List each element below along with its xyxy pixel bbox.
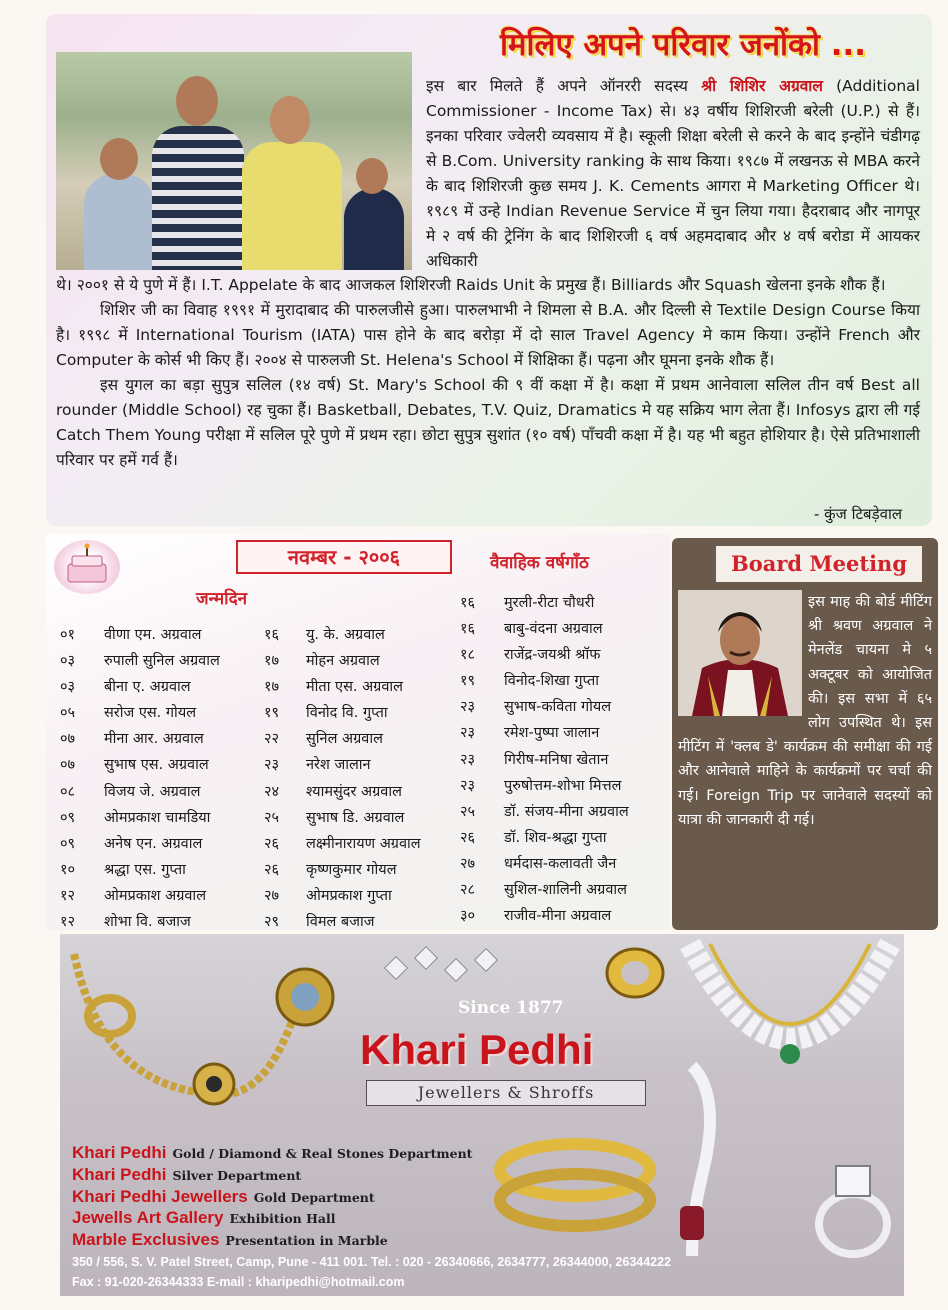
day-number: २७ xyxy=(460,855,476,872)
stone-ring-icon xyxy=(270,962,340,1032)
couple-name: बाबु-वंदना अग्रवाल xyxy=(504,621,603,638)
family-feature-article xyxy=(46,14,932,526)
list-item xyxy=(460,773,629,799)
day-number: २७ xyxy=(264,887,280,904)
board-meeting-title: Board Meeting xyxy=(716,546,922,582)
list-item xyxy=(264,674,421,700)
list-item xyxy=(460,851,629,877)
day-number: ०७ xyxy=(60,757,76,774)
member-name: बीना ए. अग्रवाल xyxy=(104,679,191,696)
couple-name: सुशिल-शालिनी अग्रवाल xyxy=(504,882,627,899)
day-number: २४ xyxy=(264,783,280,800)
spouse-paragraph: शिशिर जी का विवाह १९९१ में मुरादाबाद की पारुलजीसे हुआ। पारुलभाभी ने शिमला से B.A. और दिल्ली से Textile Design Course किया है। १९९८ में International Tourism (IATA) पास होने के बाद बरोड़ा में दो साल Travel Agency मे काम किया। उन्होंने French और Computer के कोर्स भी किए हैं। २००४ से पारुलजी St. Helena's School में शिक्षिका हैं। पढ़ना और घूमना इनके शौक हैं। xyxy=(56,301,920,369)
day-number: १९ xyxy=(264,705,280,722)
list-item xyxy=(460,825,629,851)
author-signature: - कुंज टिबड़ेवाल xyxy=(813,505,902,523)
member-name: ओमप्रकाश गुप्ता xyxy=(306,887,392,904)
article-body xyxy=(56,273,920,473)
contact-line: Fax : 91-020-26344333 E-mail : kharipedhi@hotmail.com xyxy=(72,1275,405,1289)
address-line: 350 / 556, S. V. Patel Street, Camp, Pune - 411 001. Tel. : 020 - 26340666, 2634777, 26344000, 26344222 xyxy=(72,1255,672,1269)
day-number: १२ xyxy=(60,887,76,904)
couple-name: डॉ. संजय-मीना अग्रवाल xyxy=(504,803,629,820)
list-item xyxy=(60,909,220,930)
gold-ring-icon xyxy=(80,984,140,1044)
department-desc: Silver Department xyxy=(172,1167,302,1183)
list-item xyxy=(72,1186,472,1208)
list-item xyxy=(60,883,220,909)
day-number: १० xyxy=(60,861,76,878)
list-item xyxy=(460,694,629,720)
list-item xyxy=(72,1229,472,1251)
list-item xyxy=(264,831,421,857)
list-item xyxy=(460,668,629,694)
day-number: १७ xyxy=(264,653,280,670)
diamond-ring-icon xyxy=(808,1154,898,1264)
list-item xyxy=(264,805,421,831)
day-number: १८ xyxy=(460,647,476,664)
department-name: Khari Pedhi xyxy=(72,1164,167,1184)
list-item xyxy=(60,674,220,700)
board-meeting-summary: इस माह की बोर्ड मीटिंग श्री श्रवण अग्रवाल ने मेनलेंड चायना मे ५ अक्टूबर को आयोजित की। इस सभा में ६५ लोग उपस्थित थे। इस मीटिंग में 'क्लब डे' कार्यक्रम की समीक्षा की गई और आनेवाले माहिने के कार्यक्रमों पर चर्चा की गई। Foreign Trip पर जानेवाले सदस्यों को यात्रा की जानकारी दी गई। xyxy=(678,594,932,828)
list-item xyxy=(72,1142,472,1164)
list-item xyxy=(460,642,629,668)
day-number: १६ xyxy=(264,627,280,643)
article-intro-paragraph xyxy=(426,74,920,274)
list-item xyxy=(60,752,220,778)
birthday-list-left xyxy=(60,622,220,930)
day-number: २५ xyxy=(460,803,476,820)
couple-name: राजीव-मीना अग्रवाल xyxy=(504,908,612,925)
list-item xyxy=(72,1164,472,1186)
day-number: ०९ xyxy=(60,809,76,826)
jewellers-advertisement xyxy=(60,934,904,1296)
list-item xyxy=(264,700,421,726)
member-name: लक्ष्मीनारायण अग्रवाल xyxy=(306,835,421,852)
day-number: २९ xyxy=(264,914,280,930)
list-item xyxy=(460,616,629,642)
since-year: Since 1877 xyxy=(458,998,564,1018)
department-desc: Gold / Diamond & Real Stones Department xyxy=(172,1146,473,1161)
day-number: २३ xyxy=(460,699,476,716)
intro-text: इस बार मिलते हैं अपने ऑनररी सदस्य xyxy=(426,77,702,95)
member-name: मीना आर. अग्रवाल xyxy=(104,731,204,748)
member-name: सुनिल अग्रवाल xyxy=(306,731,383,748)
day-number: ०८ xyxy=(60,783,76,800)
department-name: Khari Pedhi Jewellers xyxy=(72,1186,248,1206)
day-number: २६ xyxy=(264,835,280,852)
list-item xyxy=(60,805,220,831)
member-name: रुपाली सुनिल अग्रवाल xyxy=(104,653,220,670)
day-number: ३० xyxy=(460,908,476,925)
member-name: अनेष एन. अग्रवाल xyxy=(104,835,203,852)
family-photo xyxy=(56,52,412,270)
couple-name: मुरली-रीटा चौधरी xyxy=(504,595,595,611)
list-item xyxy=(264,726,421,752)
gold-bangles-icon xyxy=(490,1130,660,1240)
brand-tagline: Jewellers & Shroffs xyxy=(366,1080,646,1106)
day-number: १६ xyxy=(460,621,476,638)
list-item xyxy=(60,857,220,883)
list-item xyxy=(60,622,220,648)
november-events-panel xyxy=(46,534,670,930)
couple-name: विनोद-शिखा गुप्ता xyxy=(504,673,600,690)
children-paragraph: इस युगल का बड़ा सुपुत्र सलिल (१४ वर्ष) St. Mary's School की ९ वीं कक्षा में है। कक्षा में प्रथम आनेवाला सलिल तीन वर्ष Best all rounder (Middle School) रह चुका हैं। Basketball, Debates, T.V. Quiz, Dramatics मे यह सक्रिय भाग लेता हैं। Infosys द्वारा ली गई Catch Them Young परीक्षा में सलिल पूरे पुणे में प्रथम रहा। छोटा सुपुत्र सुशांत (१० वर्ष) पाँचवी कक्षा में है। यह भी बहुत होशियार है। ऐसे प्रतिभाशाली परिवार पर हमें गर्व हैं। xyxy=(56,376,920,469)
list-item xyxy=(60,831,220,857)
day-number: २६ xyxy=(264,861,280,878)
day-number: २३ xyxy=(460,725,476,742)
member-name: सरोज एस. गोयल xyxy=(104,705,197,722)
day-number: ०५ xyxy=(60,705,76,722)
member-name: मोहन अग्रवाल xyxy=(306,653,380,670)
day-number: २२ xyxy=(264,731,280,748)
member-name: सुभाष एस. अग्रवाल xyxy=(104,757,209,774)
member-name: नरेश जालान xyxy=(306,757,371,774)
day-number: ०७ xyxy=(60,731,76,748)
member-name: विमल बजाज xyxy=(306,914,375,930)
member-name: मीता एस. अग्रवाल xyxy=(306,679,403,696)
day-number: २५ xyxy=(264,809,280,826)
emerald-earring-icon xyxy=(652,1056,732,1266)
department-name: Marble Exclusives xyxy=(72,1230,220,1250)
day-number: १९ xyxy=(460,673,476,690)
day-number: २३ xyxy=(460,777,476,794)
department-desc: Exhibition Hall xyxy=(229,1211,336,1227)
birthday-list-right xyxy=(264,622,421,930)
couple-name: राजेंद्र-जयश्री श्रॉफ xyxy=(504,647,601,664)
day-number: १७ xyxy=(264,679,280,696)
day-number: ०९ xyxy=(60,835,76,852)
member-name: यु. के. अग्रवाल xyxy=(306,627,385,643)
list-item xyxy=(264,857,421,883)
list-item xyxy=(460,747,629,773)
diamond-brooch-icon xyxy=(378,940,518,1000)
department-name: Khari Pedhi xyxy=(72,1143,167,1162)
couple-name: धर्मदास-कलावती जैन xyxy=(504,855,617,872)
day-number: १६ xyxy=(460,595,476,611)
list-item xyxy=(60,648,220,674)
gold-band-ring-icon xyxy=(600,942,670,1004)
member-name: कृष्णकुमार गोयल xyxy=(306,861,397,878)
store-address xyxy=(72,1252,671,1292)
member-name: श्यामसुंदर अग्रवाल xyxy=(306,783,402,800)
list-item xyxy=(72,1207,472,1229)
department-name: Jewells Art Gallery xyxy=(72,1208,224,1228)
day-number: २८ xyxy=(460,882,476,899)
list-item xyxy=(264,883,421,909)
list-item xyxy=(264,779,421,805)
list-item xyxy=(264,622,421,648)
brand-name: Khari Pedhi xyxy=(360,1026,594,1073)
department-list xyxy=(72,1142,472,1251)
member-name: ओमप्रकाश चामडिया xyxy=(104,809,211,826)
day-number: ०३ xyxy=(60,653,76,670)
member-name: विनोद वि. गुप्ता xyxy=(306,705,388,722)
list-item xyxy=(460,799,629,825)
list-item xyxy=(460,877,629,903)
month-banner: नवम्बर - २००६ xyxy=(236,540,452,574)
anniversary-list xyxy=(460,590,629,929)
intro-continuation: थे। २००१ से ये पुणे में हैं। I.T. Appelate के बाद आजकल शिशिरजी Raids Unit के प्रमुख हैं। Billiards और Squash खेलना इनके शौक हैं। xyxy=(56,276,886,294)
list-item xyxy=(460,720,629,746)
day-number: २३ xyxy=(264,757,280,774)
day-number: १२ xyxy=(60,914,76,930)
couple-name: पुरुषोत्तम-शोभा मित्तल xyxy=(504,777,622,794)
couple-name: रमेश-पुष्पा जालान xyxy=(504,725,600,742)
couple-name: सुभाष-कविता गोयल xyxy=(504,699,612,716)
member-name: शोभा वि. बजाज xyxy=(104,914,191,930)
department-desc: Gold Department xyxy=(253,1189,375,1205)
member-name: सुभाष डि. अग्रवाल xyxy=(306,809,405,826)
list-item xyxy=(264,909,421,930)
list-item xyxy=(264,648,421,674)
member-name: श्री शिशिर अग्रवाल xyxy=(701,77,823,95)
list-item xyxy=(460,590,629,616)
birthday-heading: जन्मदिन xyxy=(196,589,248,609)
day-number: ०१ xyxy=(60,627,76,643)
list-item xyxy=(264,752,421,778)
couple-name: डॉ. शिव-श्रद्धा गुप्ता xyxy=(504,829,607,846)
day-number: ०३ xyxy=(60,679,76,696)
list-item xyxy=(60,779,220,805)
day-number: २३ xyxy=(460,751,476,768)
board-meeting-panel xyxy=(672,538,938,930)
list-item xyxy=(460,903,629,929)
day-number: २६ xyxy=(460,829,476,846)
couple-name: गिरीष-मनिषा खेतान xyxy=(504,751,609,768)
article-title: मिलिए अपने परिवार जनोंको ... xyxy=(499,27,867,63)
list-item xyxy=(60,700,220,726)
member-name: ओमप्रकाश अग्रवाल xyxy=(104,887,207,904)
board-meeting-text xyxy=(678,590,932,832)
anniversary-heading: वैवाहिक वर्षगाँठ xyxy=(490,553,589,573)
list-item xyxy=(60,726,220,752)
birthday-cake-icon xyxy=(54,540,120,594)
member-name: श्रद्धा एस. गुप्ता xyxy=(104,861,186,878)
member-name: विजय जे. अग्रवाल xyxy=(104,783,201,800)
intro-body: (Additional Commissioner - Income Tax) से। ४३ वर्षीय शिशिरजी बरेली (U.P.) से हैं। इनका परिवार ज्वेलरी व्यवसाय में है। स्कूली शिक्षा बरेली से करने के बाद इन्होंने चंडीगढ़ से B.Com. University ranking के साथ किया। १९८७ में लखनऊ से MBA करने के बाद शिशिरजी कुछ समय J. K. Cements आगरा मे Marketing Officer थे। १९८९ में उन्हे Indian Revenue Service में चुन लिया गया। हैदराबाद और नागपूर मे २ वर्ष की ट्रेनिंग के बाद शिशिरजी ६ वर्ष अहमदाबाद और ४ वर्ष बरोडा में आयकर अधिकारी xyxy=(426,77,920,270)
member-name: वीणा एम. अग्रवाल xyxy=(104,627,202,643)
department-desc: Presentation in Marble xyxy=(225,1233,388,1249)
